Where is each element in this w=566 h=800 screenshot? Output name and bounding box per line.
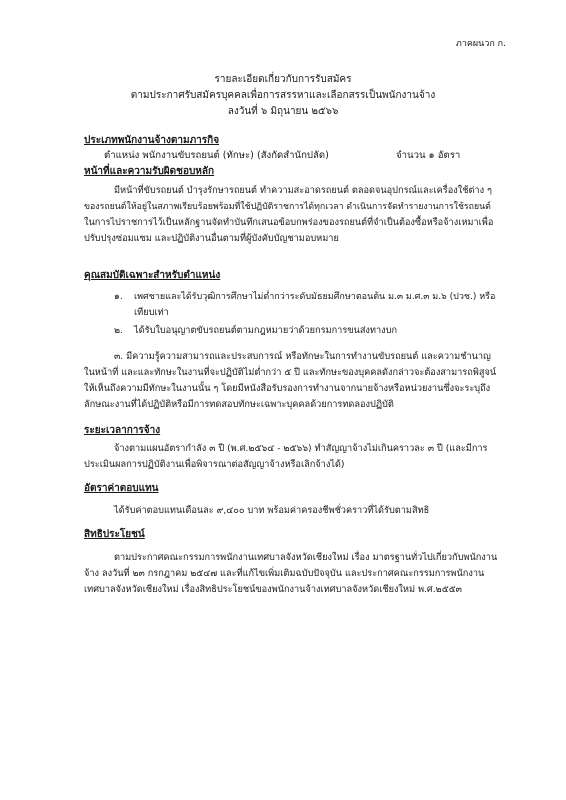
qualification-3-line-1: ๓. มีความรู้ความสามารถและประสบการณ์ หรือทักษะในการทำงานขับรถยนต์ และความชำนาญ xyxy=(114,351,491,362)
benefits-line-2: จ้าง ลงวันที่ ๒๓ กรกฎาคม ๒๕๔๗ และที่แก้ไขเพิ่มเติมฉบับปัจจุบัน และประกาศคณะกรรมการพนักงาน xyxy=(84,568,485,579)
qualification-2-line-1: ได้รับใบอนุญาตขับรถยนต์ตามกฎหมายว่าด้วยกรมการขนส่งทางบก xyxy=(134,325,398,336)
duties-line-1: มีหน้าที่ขับรถยนต์ บำรุงรักษารถยนต์ ทำความสะอาดรถยนต์ ตลอดจนอุปกรณ์และเครื่องใช้ต่าง ๆ xyxy=(114,185,492,196)
heading-qualifications: คุณสมบัติเฉพาะสำหรับตำแหน่ง xyxy=(84,270,221,281)
qualification-1-line-1: เพศชายและได้รับวุฒิการศึกษาไม่ต่ำกว่าระดับมัธยมศึกษาตอนต้น ม.๓ ม.ศ.๓ ม.๖ (ปวช.) หรือ xyxy=(134,292,496,302)
heading-benefits: สิทธิประโยชน์ xyxy=(84,529,145,540)
duties-line-4: ปรับปรุงซ่อมแซม และปฏิบัติงานอื่นตามที่ผู้บังคับบัญชามอบหมาย xyxy=(84,233,339,244)
title-line-1: รายละเอียดเกี่ยวกับการรับสมัคร xyxy=(214,74,352,85)
annex-label: ภาคผนวก ก. xyxy=(455,39,506,49)
qualification-1-line-2: เทียบเท่า xyxy=(134,307,169,318)
title-line-3: ลงวันที่ ๖ มิถุนายน ๒๕๖๖ xyxy=(227,106,339,117)
duties-line-2: ของรถยนต์ให้อยู่ในสภาพเรียบร้อยพร้อมที่ใช้ปฏิบัติราชการได้ทุกเวลา ดำเนินการจัดทำรายงานการใช้รถยนต์ xyxy=(84,202,491,212)
heading-duties: หน้าที่และความรับผิดชอบหลัก xyxy=(84,166,215,177)
qualification-number-1: ๑. xyxy=(114,291,123,302)
heading-employment-period: ระยะเวลาการจ้าง xyxy=(84,425,161,436)
title-line-2: ตามประกาศรับสมัครบุคคลเพื่อการสรรหาและเลือกสรรเป็นพนักงานจ้าง xyxy=(130,90,436,101)
qualification-number-2: ๒. xyxy=(114,325,123,336)
benefits-line-1: ตามประกาศคณะกรรมการพนักงานเทศบาลจังหวัดเชียงใหม่ เรื่อง มาตรฐานทั่วไปเกี่ยวกับพนักงาน xyxy=(114,552,498,563)
benefits-line-3: เทศบาลจังหวัดเชียงใหม่ เรื่องสิทธิประโยชน์ของพนักงานจ้างเทศบาลจังหวัดเชียงใหม่ พ.ศ.๒๕๕๓ xyxy=(84,584,462,595)
pay-line-1: ได้รับค่าตอบแทนเดือนละ ๙,๔๐๐ บาท พร้อมค่าครองชีพชั่วคราวที่ได้รับตามสิทธิ xyxy=(114,505,430,516)
position-count: จำนวน ๑ อัตรา xyxy=(396,150,461,161)
duties-line-3: ในการไปราชการไว้เป็นหลักฐานจัดทำบันทึกเสนอข้อบกพร่องของรถยนต์ที่จำเป็นต้องซื้อหรือจ้างเหมาเพื่อ xyxy=(84,217,494,228)
heading-employee-type: ประเภทพนักงานจ้างตามภารกิจ xyxy=(84,135,220,146)
position-name: ตำแหน่ง พนักงานขับรถยนต์ (ทักษะ) (สังกัดสำนักปลัด) xyxy=(104,150,329,161)
heading-pay-rate: อัตราค่าตอบแทน xyxy=(84,483,159,494)
qualification-3-line-4: ลักษณะงานที่ได้ปฏิบัติหรือมีการทดสอบทักษะเฉพาะบุคคลด้วยการทดลองปฏิบัติ xyxy=(84,399,394,410)
qualification-3-line-3: ให้เห็นถึงความมีทักษะในงานนั้น ๆ โดยมีหนังสือรับรองการทำงานจากนายจ้างหรือหน่วยงานซึ่งจะระบุถึง xyxy=(84,383,491,394)
period-line-2: ประเมินผลการปฏิบัติงานเพื่อพิจารณาต่อสัญญาจ้างหรือเลิกจ้างได้) xyxy=(84,459,345,470)
period-line-1: จ้างตามแผนอัตรากำลัง ๓ ปี (พ.ศ.๒๕๖๔ - ๒๕๖๖) ทำสัญญาจ้างไม่เกินคราวละ ๓ ปี (และมีการ xyxy=(114,443,488,454)
qualification-3-line-2: ในหน้าที่ และและทักษะในงานที่จะปฏิบัติไม่ต่ำกว่า ๕ ปี และทักษะของบุคคลดังกล่าวจะต้องสามารถพิสูจน์ xyxy=(84,367,497,378)
